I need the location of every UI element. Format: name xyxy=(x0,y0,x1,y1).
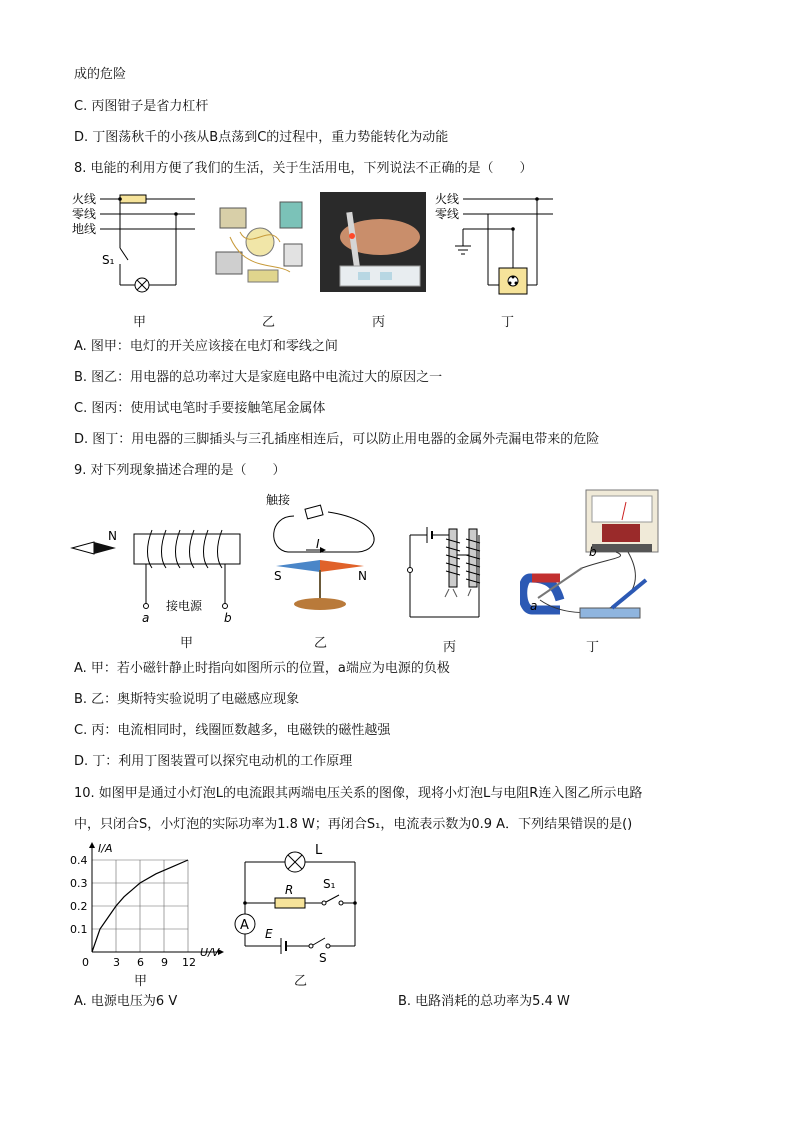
live-wire-label-2: 火线 xyxy=(435,192,460,206)
option-8a: A. 图甲：电灯的开关应该接在电灯和零线之间 xyxy=(74,339,338,354)
figure-8-ding xyxy=(433,188,563,300)
y-tick-label: 0.1 xyxy=(70,923,88,936)
option-9c: C. 丙：电流相同时，线圈匝数越多，电磁铁的磁性越强 xyxy=(74,723,391,738)
live-wire-label: 火线 xyxy=(72,192,97,206)
battery-e-label: E xyxy=(265,927,273,941)
lamp-l-label: L xyxy=(315,843,323,858)
caption-8-jia: 甲 xyxy=(133,315,147,330)
option-9a: A. 甲：若小磁针静止时指向如图所示的位置，a端应为电源的负极 xyxy=(74,661,450,676)
figure-9-ding xyxy=(520,488,670,626)
ammeter-label: A xyxy=(240,918,249,933)
question-10-cont: 中，只闭合S，小灯泡的实际功率为1.8 W；再闭合S₁，电流表示数为0.9 A．下列结果错误的是() xyxy=(74,817,633,832)
caption-9-yi: 乙 xyxy=(314,636,328,651)
resistor-r-label: R xyxy=(285,883,294,897)
touch-label: 触接 xyxy=(266,493,291,507)
figure-8-bing-test-pen-photo xyxy=(320,192,426,292)
question-9: 9. 对下列现象描述合理的是（ ） xyxy=(74,463,286,478)
y-tick-label: 0.2 xyxy=(70,900,88,913)
rod-a-label: a xyxy=(530,599,538,613)
caption-10-yi: 乙 xyxy=(294,974,308,989)
pole-s-label: S xyxy=(274,569,282,583)
caption-9-ding: 丁 xyxy=(586,640,600,655)
x-tick-label: 12 xyxy=(182,956,196,969)
x-tick-label: 3 xyxy=(113,956,120,969)
text-line: 成的危险 xyxy=(74,67,127,82)
option-c-prev: C. 丙图钳子是省力杠杆 xyxy=(74,99,209,114)
rod-b-label: b xyxy=(589,545,597,559)
caption-10-jia: 甲 xyxy=(134,974,148,989)
figure-9-yi xyxy=(258,490,388,618)
x-tick-label: 9 xyxy=(161,956,168,969)
x-tick-label: 0 xyxy=(82,956,89,969)
figure-8-jia xyxy=(70,188,200,300)
figure-10-yi-circuit xyxy=(225,840,365,964)
y-tick-label: 0.4 xyxy=(70,854,88,867)
neutral-wire-label: 零线 xyxy=(72,207,97,221)
option-8d: D. 图丁：用电器的三脚插头与三孔插座相连后，可以防止用电器的金属外壳漏电带来的危险 xyxy=(74,432,600,447)
option-10a: A. 电源电压为6 V xyxy=(74,994,178,1009)
power-label: 接电源 xyxy=(166,599,203,613)
caption-9-jia: 甲 xyxy=(180,636,194,651)
switch-label: S₁ xyxy=(102,253,115,267)
option-9b: B. 乙：奥斯特实验说明了电磁感应现象 xyxy=(74,692,300,707)
caption-9-bing: 丙 xyxy=(443,640,457,655)
figure-9-jia xyxy=(70,520,250,630)
needle-n-label: N xyxy=(108,529,117,543)
switch-s-label: S xyxy=(319,951,327,964)
x-axis-label: U/V xyxy=(200,946,220,959)
option-8b: B. 图乙：用电器的总功率过大是家庭电路中电流过大的原因之一 xyxy=(74,370,443,385)
pole-n-label: N xyxy=(358,569,367,583)
neutral-wire-label-2: 零线 xyxy=(435,207,460,221)
figure-8-yi-overload-illustration xyxy=(210,192,312,292)
ground-wire-label: 地线 xyxy=(72,222,97,236)
option-9d: D. 丁：利用丁图装置可以探究电动机的工作原理 xyxy=(74,754,353,769)
y-axis-label: I/A xyxy=(98,842,113,855)
figure-10-jia-iu-graph xyxy=(68,840,238,980)
option-8c: C. 图丙：使用试电笔时手要接触笔尾金属体 xyxy=(74,401,326,416)
switch-s1-label: S₁ xyxy=(323,877,336,891)
x-tick-label: 6 xyxy=(137,956,144,969)
current-i-label: I xyxy=(316,537,320,551)
terminal-b-label: b xyxy=(224,611,232,625)
question-8: 8. 电能的利用方便了我们的生活，关于生活用电，下列说法不正确的是（ ） xyxy=(74,161,533,176)
option-d-prev: D. 丁图荡秋千的小孩从B点荡到C的过程中，重力势能转化为动能 xyxy=(74,130,449,145)
terminal-a-label: a xyxy=(142,611,150,625)
question-10: 10. 如图甲是通过小灯泡L的电流跟其两端电压关系的图像，现将小灯泡L与电阻R连入图乙所示电路 xyxy=(74,786,643,801)
option-10b: B. 电路消耗的总功率为5.4 W xyxy=(398,994,570,1009)
caption-8-bing: 丙 xyxy=(372,315,386,330)
caption-8-ding: 丁 xyxy=(501,315,515,330)
figure-9-bing xyxy=(405,525,495,623)
caption-8-yi: 乙 xyxy=(262,315,276,330)
y-tick-label: 0.3 xyxy=(70,877,88,890)
